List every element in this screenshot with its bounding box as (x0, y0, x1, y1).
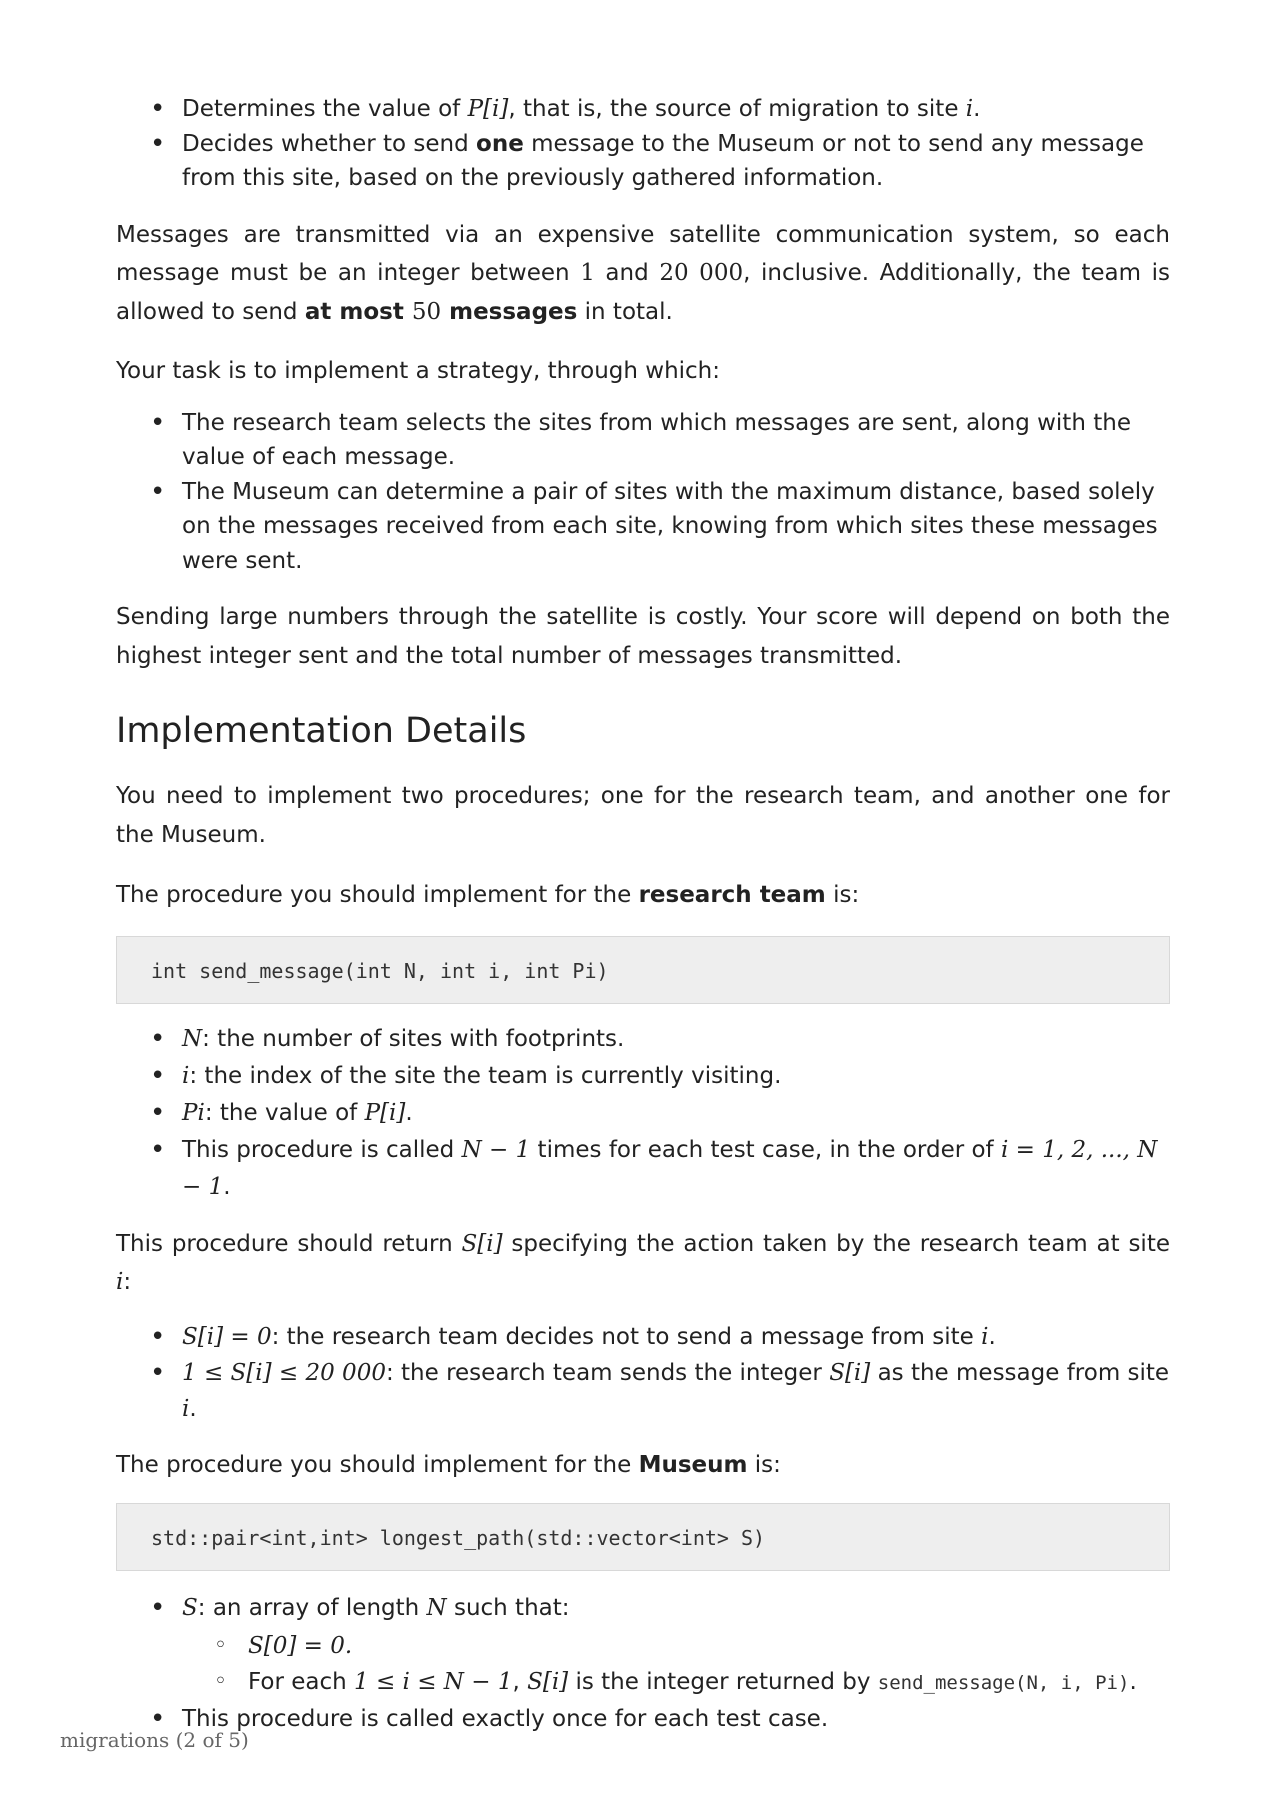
list-item: • i: the index of the site the team is currently visiting. (116, 1058, 1170, 1095)
list-item: ◦ For each 1 ≤ i ≤ N − 1, S[i] is the integer returned by send_message(N, i, Pi). (182, 1664, 1170, 1701)
math: i (965, 96, 974, 122)
list-item: • This procedure is called N − 1 times for each test case, in the order of i = 1, 2, ..., N − 1. (116, 1132, 1170, 1206)
paragraph-research-team: The procedure you should implement for the research team is: (116, 882, 860, 908)
list-item: • 1 ≤ S[i] ≤ 20 000: the research team sends the integer S[i] as the message from site i. (116, 1355, 1170, 1427)
code-block-longest-path: std::pair<int,int> longest_path(std::vector<int> S) (116, 1503, 1170, 1571)
math: P[i] (467, 96, 509, 122)
list-item: • The Museum can determine a pair of sites with the maximum distance, based solely on the messages received from each site, knowing from which sites these messages were sent. (116, 475, 1170, 579)
bullet-list-museum-params (116, 1590, 1170, 1737)
list-item: • Decides whether to send one message to the Museum or not to send any message from this site, based on the previously gathered information. (116, 127, 1170, 196)
page-content (116, 92, 1170, 1737)
paragraph-score: Sending large numbers through the satellite is costly. Your score will depend on both the highest integer sent and the total number of messages transmitted. (116, 604, 1170, 669)
bullet-list-return-values (116, 1319, 1170, 1427)
bullet-list-actions (116, 92, 1170, 196)
code-block-send-message: int send_message(int N, int i, int Pi) (116, 936, 1170, 1004)
paragraph-return: This procedure should return S[i] specifying the action taken by the research team at site i: (116, 1230, 1170, 1295)
list-item: • The research team selects the sites from which messages are sent, along with the value of each message. (116, 406, 1170, 475)
list-item: • S[i] = 0: the research team decides not to send a message from site i. (116, 1319, 1170, 1355)
list-item: • Determines the value of P[i], that is, the source of migration to site i. (116, 92, 1170, 127)
paragraph-messages: Messages are transmitted via an expensive satellite communication system, so each message must be an integer between 1 and 20 000, inclusive. Additionally, the team is allowed to send at most 50 messages in total. (116, 221, 1171, 325)
bullet-list-parameters (116, 1021, 1170, 1206)
list-item: • Pi: the value of P[i]. (116, 1095, 1170, 1132)
list-item: • S: an array of length N such that: ◦ S[0] = 0. ◦ For each 1 ≤ i ≤ N − 1, S[i] is the integer returned by send_message(N, i, Pi). (116, 1590, 1170, 1701)
sub-list (182, 1628, 1170, 1701)
bullet-list-strategy (116, 406, 1170, 579)
section-heading: Implementation Details (116, 711, 527, 751)
inline-code: send_message(N, i, Pi) (877, 1672, 1130, 1694)
list-item: • N: the number of sites with footprints. (116, 1021, 1170, 1058)
paragraph-task: Your task is to implement a strategy, through which: (116, 358, 721, 384)
list-item: ◦ S[0] = 0. (182, 1628, 1170, 1664)
paragraph-museum: The procedure you should implement for the Museum is: (116, 1451, 781, 1478)
page-footer: migrations (2 of 5) (60, 1728, 249, 1752)
paragraph-procedures: You need to implement two procedures; one for the research team, and another one for the Museum. (116, 783, 1170, 848)
list-item: • This procedure is called exactly once for each test case. (116, 1701, 1170, 1737)
